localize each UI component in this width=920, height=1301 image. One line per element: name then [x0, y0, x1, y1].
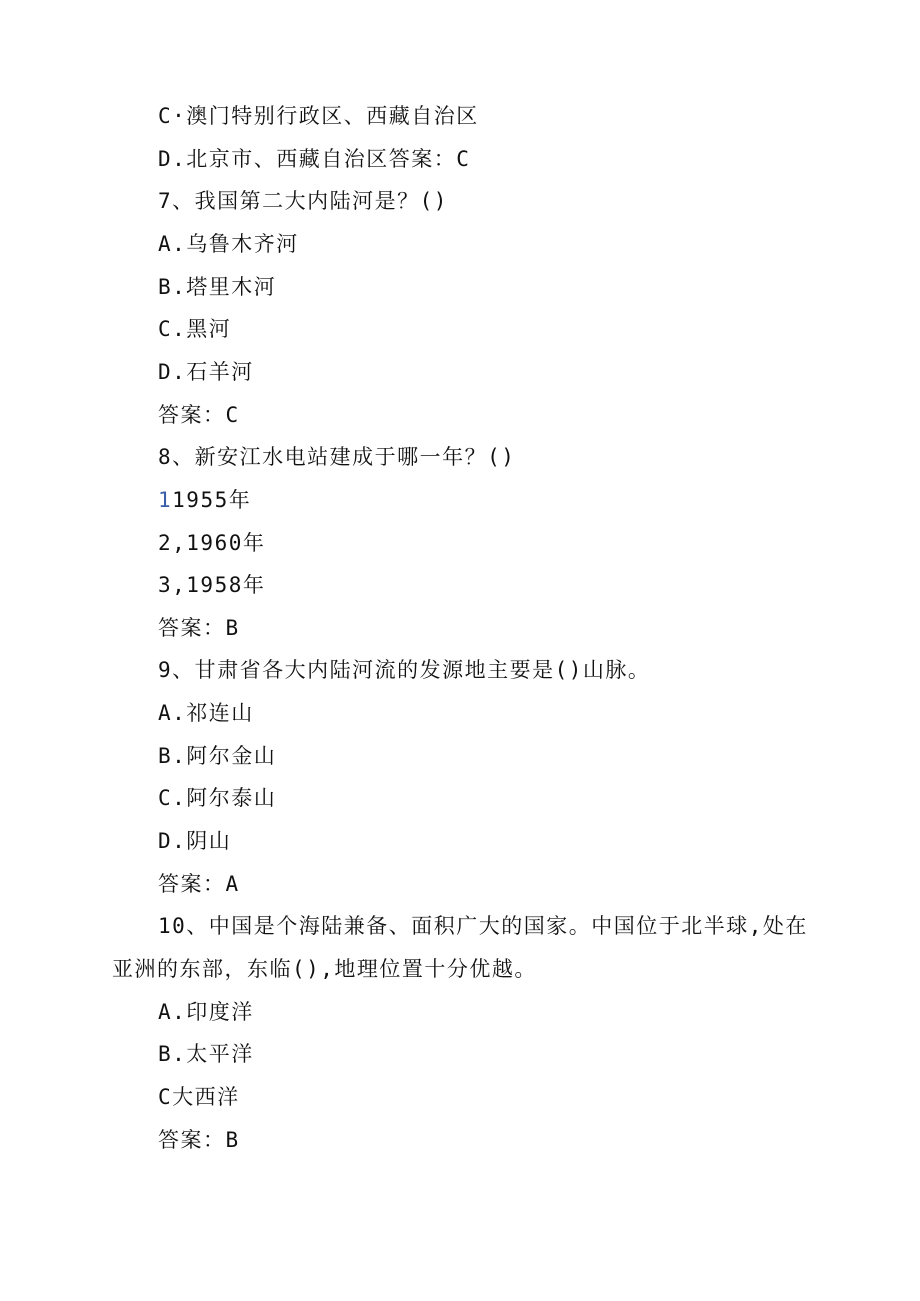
option-3-q8: 3,1958年 — [158, 573, 266, 597]
option-2-q8: 2,1960年 — [158, 531, 266, 555]
question-9: 9、甘肃省各大内陆河流的发源地主要是()山脉。 — [158, 658, 651, 682]
question-7: 7、我国第二大内陆河是？() — [158, 189, 448, 213]
option-1-prefix: 1 — [158, 488, 173, 512]
option-b-q9: B.阿尔金山 — [158, 744, 277, 768]
option-c-q9: C.阿尔泰山 — [158, 786, 277, 810]
option-a-q10: A.印度洋 — [158, 1000, 254, 1024]
option-a-q9: A.祁连山 — [158, 701, 254, 725]
option-1-text: 1955年 — [172, 488, 252, 512]
option-c-q6: C·澳门特别行政区、西藏自治区 — [158, 104, 479, 128]
option-d-q6-with-answer: D.北京市、西藏自治区答案：C — [158, 147, 471, 171]
option-b-q10: B.太平洋 — [158, 1042, 254, 1066]
answer-q8: 答案：B — [158, 616, 240, 640]
option-a-q7: A.乌鲁木齐河 — [158, 232, 299, 256]
question-10-line-1: 10、中国是个海陆兼备、面积广大的国家。中国位于北半球,处在 — [158, 914, 808, 938]
option-c-q7: C.黑河 — [158, 317, 232, 341]
question-10-line-2: 亚洲的东部，东临(),地理位置十分优越。 — [112, 957, 537, 981]
question-8: 8、新安江水电站建成于哪一年？() — [158, 445, 516, 469]
answer-q10: 答案：B — [158, 1128, 240, 1152]
option-b-q7: B.塔里木河 — [158, 275, 277, 299]
option-c-q10: C大西洋 — [158, 1085, 240, 1109]
answer-q9: 答案：A — [158, 872, 240, 896]
option-1-q8 — [158, 486, 251, 514]
answer-q7: 答案：C — [158, 403, 240, 427]
option-d-q9: D.阴山 — [158, 829, 232, 853]
option-d-q7: D.石羊河 — [158, 360, 254, 384]
